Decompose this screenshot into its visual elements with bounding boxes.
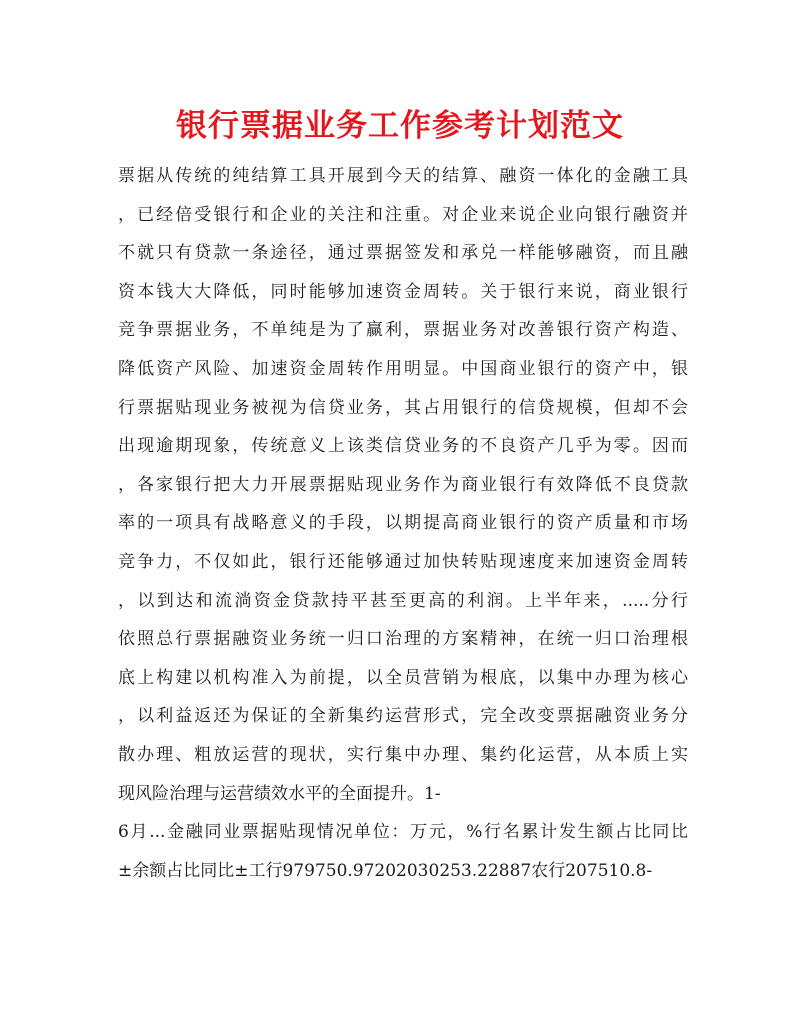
body-line: 依照总行票据融资业务统一归口治理的方案精神，在统一归口治理根 (118, 629, 688, 650)
document-title: 银行票据业务工作参考计划范文 (176, 108, 624, 144)
body-line: 票据从传统的纯结算工具开展到今天的结算、融资一体化的金融工具 (118, 166, 688, 186)
body-line: 竞争票据业务，不单纯是为了赢利，票据业务对改善银行资产构造、 (118, 320, 688, 341)
body-line: ，以到达和流淌资金贷款持平甚至更高的利润。上半年来，.....分行 (118, 590, 688, 611)
document-body (118, 157, 688, 890)
body-line: ，各家银行把大力开展票据贴现业务作为商业银行有效降低不良贷款 (118, 474, 688, 495)
body-line: 底上构建以机构准入为前提，以全员营销为根底，以集中办理为核心 (118, 667, 688, 688)
body-line: 率的一项具有战略意义的手段，以期提高商业银行的资产质量和市场 (118, 513, 688, 534)
body-line: 不就只有贷款一条途径，通过票据签发和承兑一样能够融资，而且融 (118, 243, 688, 264)
body-line: 降低资产风险、加速资金周转作用明显。中国商业银行的资产中，银 (118, 358, 688, 379)
body-line: 行票据贴现业务被视为信贷业务，其占用银行的信贷规模，但却不会 (118, 397, 688, 418)
body-line: 现风险治理与运营绩效水平的全面提升。1- (118, 783, 441, 804)
body-line: ±余额占比同比±工行979750.97202030253.22887农行207510.8- (118, 860, 653, 881)
body-line: 散办理、粗放运营的现状，实行集中办理、集约化运营，从本质上实 (118, 744, 688, 765)
body-line: 6月...金融同业票据贴现情况单位：万元，%行名累计发生额占比同比 (118, 822, 688, 843)
body-line: 竞争力，不仅如此，银行还能够通过加快转贴现速度来加速资金周转 (118, 551, 688, 572)
body-line: 出现逾期现象，传统意义上该类信贷业务的不良资产几乎为零。因而 (118, 436, 688, 457)
body-line: ，以利益返还为保证的全新集约运营形式，完全改变票据融资业务分 (118, 706, 688, 727)
body-line: 资本钱大大降低，同时能够加速资金周转。关于银行来说，商业银行 (118, 281, 688, 302)
body-line: ，已经倍受银行和企业的关注和注重。对企业来说企业向银行融资并 (118, 204, 688, 225)
